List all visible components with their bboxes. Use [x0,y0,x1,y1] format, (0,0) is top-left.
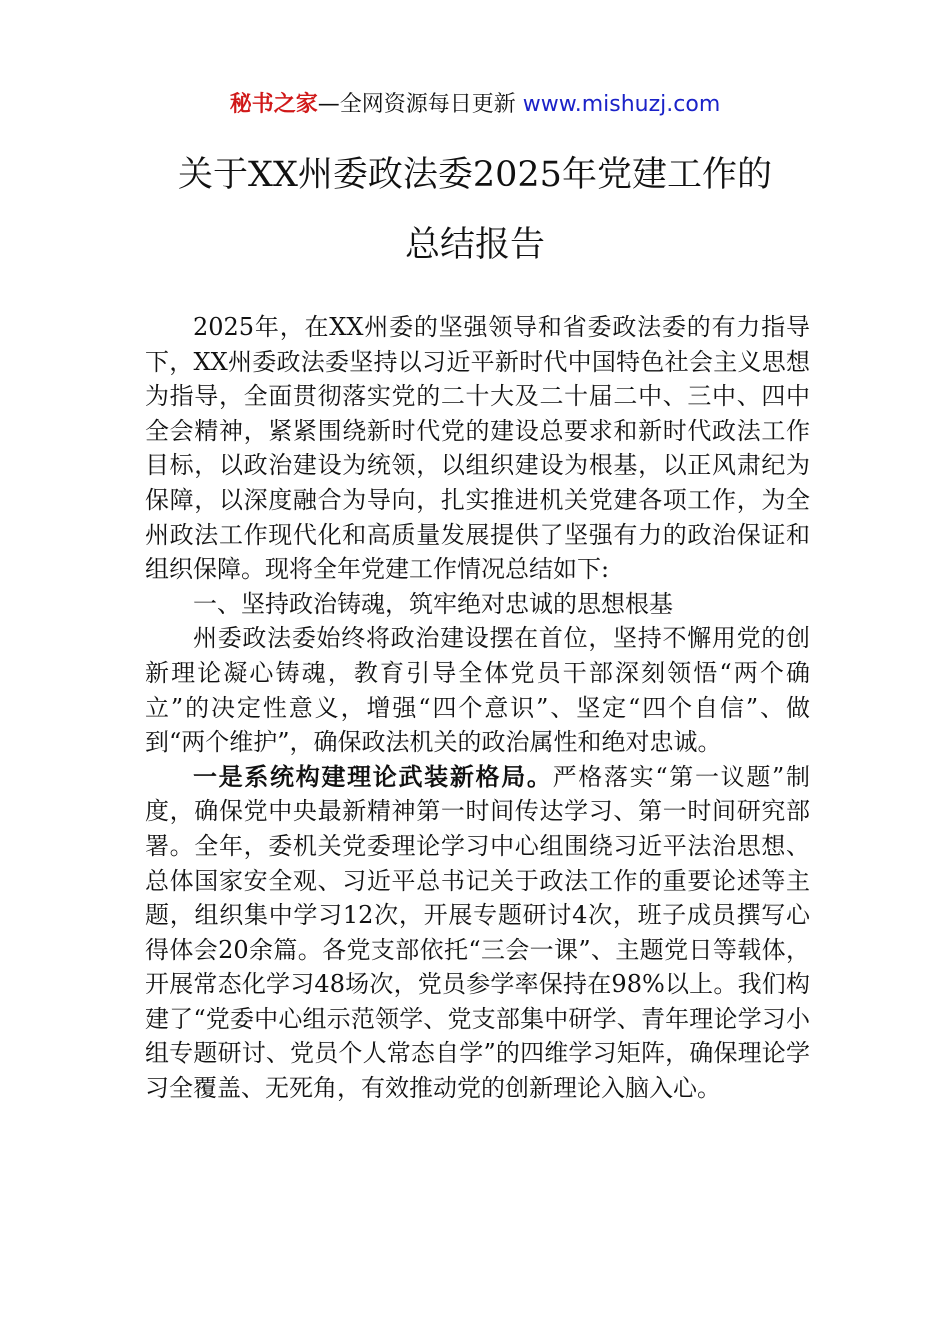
document-body [145,310,810,1106]
point-1-lead: 一是系统构建理论武装新格局。 [193,761,553,791]
document-title-line-2: 总结报告 [404,225,545,265]
site-url-link[interactable]: www.mishuzj.com [522,92,721,117]
site-header [0,88,950,122]
header-tagline: —全网资源每日更新 [317,92,523,117]
point-1-paragraph [145,760,810,1106]
point-1-text: 严格落实“第一议题”制度，确保党中央最新精神第一时间传达学习、第一时间研究部署。全年，委机关党委理论学习中心组围绕习近平法治思想、总体国家安全观、习近平总书记关于政法工作的重要论述等主题，组织集中学习12次，开展专题研讨4次，班子成员撰写心得体会20余篇。各党支部依托“三会一课”、主题党日等载体，开展常态化学习48场次，党员参学率保持在98%以上。我们构建了“党委中心组示范领学、党支部集中研学、青年理论学习小组专题研讨、党员个人常态自学”的四维学习矩阵，确保理论学习全覆盖、无死角，有效推动党的创新理论入脑入心。 [145,762,811,1103]
section-1-paragraph: 州委政法委始终将政治建设摆在首位，坚持不懈用党的创新理论凝心铸魂，教育引导全体党员干部深刻领悟“两个确立”的决定性意义，增强“四个意识”、坚定“四个自信”、做到“两个维护”，确保政法机关的政治属性和绝对忠诚。 [145,624,810,757]
intro-paragraph: 2025年，在XX州委的坚强领导和省委政法委的有力指导下，XX州委政法委坚持以习近平新时代中国特色社会主义思想为指导，全面贯彻落实党的二十大及二十届二中、三中、四中全会精神，紧紧围绕新时代党的建设总要求和新时代政法工作目标，以政治建设为统领，以组织建设为根基，以正风肃纪为保障，以深度融合为导向，扎实推进机关党建各项工作，为全州政法工作现代化和高质量发展提供了坚强有力的政治保证和组织保障。现将全年党建工作情况总结如下: [145,313,810,584]
section-1-heading: 一、坚持政治铸魂，筑牢绝对忠诚的思想根基 [193,589,673,618]
document-title-line-1: 关于XX州委政法委2025年党建工作的 [178,155,772,195]
brand-name: 秘书之家 [229,92,318,117]
